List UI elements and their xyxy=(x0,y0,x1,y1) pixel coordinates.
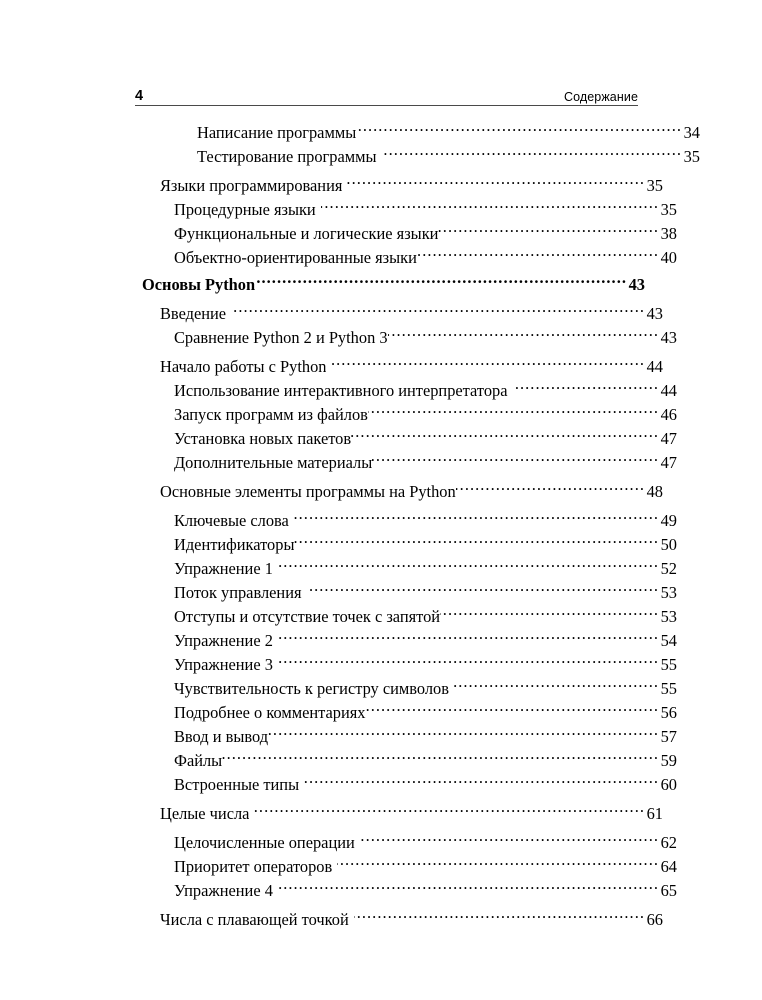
toc-entry-page-number: 46 xyxy=(660,405,677,424)
running-header xyxy=(135,82,638,106)
toc-entry-page-number: 43 xyxy=(660,328,677,347)
toc-dot-leader xyxy=(278,630,659,646)
toc-dot-leader xyxy=(278,558,659,574)
toc-entry[interactable] xyxy=(135,174,663,198)
toc-entry[interactable] xyxy=(135,403,677,427)
toc-entry-page-number: 55 xyxy=(660,679,677,698)
toc-entry-title: Встроенные типы xyxy=(174,775,300,794)
toc-dot-leader xyxy=(222,750,659,766)
toc-dot-leader xyxy=(268,726,659,742)
toc-dot-leader xyxy=(366,702,660,718)
toc-entry[interactable] xyxy=(135,326,677,350)
toc-entry-title: Введение xyxy=(160,304,227,323)
toc-entry-page-number: 55 xyxy=(660,655,677,674)
toc-dot-leader xyxy=(372,452,659,468)
toc-entry-title: Языки программирования xyxy=(160,176,343,195)
toc-entry-title: Приоритет операторов xyxy=(174,857,333,876)
toc-entry-page-number: 62 xyxy=(660,833,677,852)
toc-dot-leader xyxy=(294,510,659,526)
toc-entry-title: Начало работы с Python xyxy=(160,357,327,376)
toc-entry-page-number: 38 xyxy=(660,224,677,243)
toc-entry-page-number: 60 xyxy=(660,775,677,794)
toc-entry-title: Упражнение 1 xyxy=(174,559,273,578)
toc-entry-page-number: 61 xyxy=(646,804,663,823)
toc-entry-title: Целые числа xyxy=(160,804,250,823)
toc-entry-title: Подробнее о комментариях xyxy=(174,703,366,722)
toc-dot-leader xyxy=(368,404,659,420)
toc-entry-page-number: 65 xyxy=(660,881,677,900)
toc-entry[interactable] xyxy=(135,749,677,773)
toc-dot-leader xyxy=(254,803,645,819)
toc-dot-leader xyxy=(354,909,645,925)
toc-entry-title: Файлы xyxy=(174,751,223,770)
toc-entry-title: Целочисленные операции xyxy=(174,833,355,852)
toc-dot-leader xyxy=(304,774,659,790)
toc-entry-title: Тестирование программы xyxy=(197,147,377,166)
toc-entry[interactable] xyxy=(135,831,677,855)
toc-dot-leader xyxy=(513,380,660,396)
toc-entry[interactable] xyxy=(135,629,677,653)
toc-dot-leader xyxy=(356,122,682,138)
toc-dot-leader xyxy=(417,247,659,263)
toc-entry[interactable] xyxy=(135,879,677,903)
toc-entry-title: Упражнение 3 xyxy=(174,655,273,674)
toc-entry-page-number: 44 xyxy=(646,357,663,376)
toc-entry[interactable] xyxy=(135,246,677,270)
toc-dot-leader xyxy=(337,856,659,872)
toc-dot-leader xyxy=(440,606,659,622)
running-header-title: Содержание xyxy=(563,89,638,104)
toc-entry-title: Объектно-ориентированные языки xyxy=(174,248,417,267)
toc-dot-leader xyxy=(321,199,659,215)
toc-dot-leader xyxy=(388,327,659,343)
toc-entry-title: Ввод и вывод xyxy=(174,727,269,746)
toc-entry[interactable] xyxy=(135,908,663,932)
toc-entry-title: Написание программы xyxy=(197,123,357,142)
toc-entry-page-number: 43 xyxy=(646,304,663,323)
toc-entry-page-number: 52 xyxy=(660,559,677,578)
toc-entry-page-number: 40 xyxy=(660,248,677,267)
toc-entry[interactable] xyxy=(135,701,677,725)
toc-entry[interactable] xyxy=(135,273,645,297)
toc-entry-page-number: 56 xyxy=(660,703,677,722)
toc-entry[interactable] xyxy=(135,222,677,246)
toc-dot-leader xyxy=(382,146,683,162)
toc-dot-leader xyxy=(456,481,645,497)
toc-dot-leader xyxy=(360,832,659,848)
toc-entry-title: Отступы и отсутствие точек с запятой xyxy=(174,607,441,626)
toc-entry[interactable] xyxy=(135,145,700,169)
toc-entry-page-number: 35 xyxy=(660,200,677,219)
toc-entry-title: Ключевые слова xyxy=(174,511,289,530)
toc-dot-leader xyxy=(438,223,659,239)
table-of-contents xyxy=(135,121,700,932)
toc-entry[interactable] xyxy=(135,725,677,749)
toc-dot-leader xyxy=(331,356,645,372)
toc-entry[interactable] xyxy=(135,677,677,701)
toc-entry-title: Упражнение 4 xyxy=(174,881,273,900)
toc-dot-leader xyxy=(454,678,659,694)
toc-entry-title: Функциональные и логические языки xyxy=(174,224,439,243)
toc-entry-title: Запуск программ из файлов xyxy=(174,405,368,424)
toc-entry[interactable] xyxy=(135,509,677,533)
toc-dot-leader xyxy=(231,303,645,319)
toc-dot-leader xyxy=(294,534,659,550)
toc-entry[interactable] xyxy=(135,379,677,403)
toc-entry[interactable] xyxy=(135,773,677,797)
toc-entry[interactable] xyxy=(135,451,677,475)
toc-entry-page-number: 43 xyxy=(628,275,645,294)
toc-entry-page-number: 48 xyxy=(646,482,663,501)
toc-entry-title: Процедурные языки xyxy=(174,200,316,219)
toc-entry-page-number: 64 xyxy=(660,857,677,876)
toc-entry[interactable] xyxy=(135,355,663,379)
toc-dot-leader xyxy=(307,582,659,598)
toc-entry[interactable] xyxy=(135,557,677,581)
toc-entry-title: Чувствительность к регистру символов xyxy=(174,679,449,698)
toc-entry[interactable] xyxy=(135,198,677,222)
toc-entry[interactable] xyxy=(135,533,677,557)
toc-entry-page-number: 47 xyxy=(660,429,677,448)
toc-entry[interactable] xyxy=(135,121,700,145)
toc-dot-leader xyxy=(351,428,659,444)
toc-entry-page-number: 49 xyxy=(660,511,677,530)
toc-entry-title: Сравнение Python 2 и Python 3 xyxy=(174,328,388,347)
toc-dot-leader xyxy=(278,880,659,896)
toc-entry-page-number: 53 xyxy=(660,583,677,602)
toc-entry-page-number: 44 xyxy=(660,381,677,400)
toc-entry[interactable] xyxy=(135,427,677,451)
toc-entry[interactable] xyxy=(135,855,677,879)
toc-dot-leader xyxy=(278,654,659,670)
toc-entry-page-number: 59 xyxy=(660,751,677,770)
toc-entry[interactable] xyxy=(135,302,663,326)
toc-entry-page-number: 66 xyxy=(646,910,663,929)
toc-entry[interactable] xyxy=(135,653,677,677)
toc-entry-page-number: 57 xyxy=(660,727,677,746)
toc-entry-title: Упражнение 2 xyxy=(174,631,273,650)
toc-dot-leader xyxy=(255,274,627,290)
toc-entry-title: Идентификаторы xyxy=(174,535,295,554)
toc-entry-title: Использование интерактивного интерпретатора xyxy=(174,381,508,400)
toc-entry-page-number: 35 xyxy=(646,176,663,195)
toc-entry-page-number: 47 xyxy=(660,453,677,472)
toc-entry-title: Установка новых пакетов xyxy=(174,429,352,448)
toc-entry-title: Основные элементы программы на Python xyxy=(160,482,456,501)
toc-entry-page-number: 50 xyxy=(660,535,677,554)
toc-entry[interactable] xyxy=(135,480,663,504)
toc-entry-page-number: 34 xyxy=(683,123,700,142)
toc-entry[interactable] xyxy=(135,802,663,826)
toc-entry-title: Дополнительные материалы xyxy=(174,453,373,472)
toc-entry-page-number: 35 xyxy=(683,147,700,166)
toc-dot-leader xyxy=(347,175,645,191)
toc-entry-title: Числа с плавающей точкой xyxy=(160,910,349,929)
toc-entry-title: Поток управления xyxy=(174,583,302,602)
toc-entry[interactable] xyxy=(135,605,677,629)
page-number-folio: 4 xyxy=(135,87,144,104)
toc-entry[interactable] xyxy=(135,581,677,605)
toc-entry-page-number: 53 xyxy=(660,607,677,626)
toc-entry-page-number: 54 xyxy=(660,631,677,650)
toc-entry-title: Основы Python xyxy=(142,275,256,294)
